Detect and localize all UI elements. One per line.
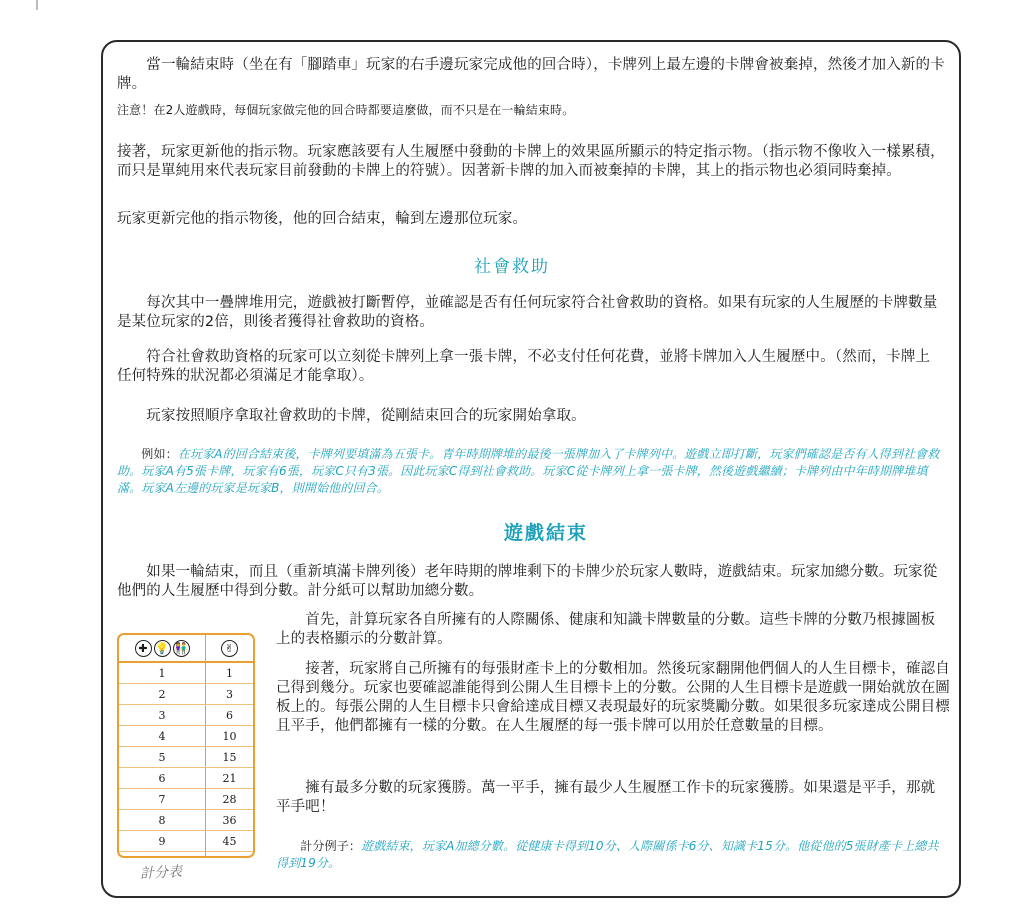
card-count-cell: 5	[119, 747, 206, 767]
card-count-cell: 1	[119, 663, 206, 683]
table-row	[119, 810, 253, 831]
intro-paragraph-1: 當一輪結束時（坐在有「腳踏車」玩家的右手邊玩家完成他的回合時），卡牌列上最左邊的卡牌會被棄掉，然後才加入新的卡牌。	[117, 57, 945, 92]
social-example-text: 在玩家A的回合結束後，卡牌列要填滿為五張卡。青年時期牌堆的最後一張牌加入了卡牌列中。遊戲立即打斷，玩家們確認是否有人得到社會救助。玩家A有5張卡牌，玩家有6張，玩家C只有3張。因此玩家C得到社會救助。玩家C從卡牌列上拿一張卡牌，然後遊戲繼續；卡牌列由中年時期牌堆填滿。玩家A左邊的玩家是玩家B，則開始他的回合。	[117, 447, 940, 495]
social-example	[117, 446, 947, 497]
knowledge-icon: 💡	[155, 641, 169, 655]
score-table-body	[119, 663, 253, 858]
card-count-cell: 8	[119, 810, 206, 830]
points-icon: ✌	[221, 640, 238, 657]
points-cell: 6	[226, 708, 233, 722]
card-count-cell: 4	[119, 726, 206, 746]
card-count-cell: 9	[119, 831, 206, 851]
score-table-header-left	[119, 635, 206, 661]
end-example-label: 計分例子：	[276, 839, 362, 853]
social-paragraph-1: 每次其中一疊牌堆用完，遊戲被打斷暫停，並確認是否有任何玩家符合社會救助的資格。如果有玩家的人生履歷的卡牌數量是某位玩家的2倍，則後者獲得社會救助的資格。	[117, 295, 938, 330]
intro-paragraph-3: 玩家更新完他的指示物後，他的回合結束，輪到左邊那位玩家。	[117, 211, 528, 227]
social-paragraph-3: 玩家按照順序拿取社會救助的卡牌，從剛結束回合的玩家開始拿取。	[117, 408, 586, 424]
section-heading-game-end: 遊戲結束	[503, 522, 588, 544]
card-count-cell: 6	[119, 768, 206, 788]
margin-mark	[36, 0, 38, 10]
relationship-icon: 👫	[174, 641, 188, 655]
card-count-cell: 2	[119, 684, 206, 704]
card-count-cell: 7	[119, 789, 206, 809]
points-cell: 1	[226, 666, 233, 680]
points-cell: 21	[222, 771, 237, 785]
points-cell: 36	[222, 813, 237, 827]
score-table-header-right	[206, 635, 253, 661]
points-cell: 15	[222, 750, 237, 764]
table-row	[119, 747, 253, 768]
table-row	[119, 768, 253, 789]
points-cell: 10	[222, 729, 237, 743]
table-row	[119, 705, 253, 726]
card-count-cell: 3	[119, 705, 206, 725]
table-row	[119, 684, 253, 705]
points-cell: 28	[222, 792, 237, 806]
social-paragraph-2: 符合社會救助資格的玩家可以立刻從卡牌列上拿一張卡牌，不必支付任何花費，並將卡牌加入人生履歷中。（然而，卡牌上任何特殊的狀況都必須滿足才能拿取）。	[117, 349, 931, 384]
end-paragraph-1: 如果一輪結束，而且（重新填滿卡牌列後）老年時期的牌堆剩下的卡牌少於玩家人數時，遊戲結束。玩家加總分數。玩家從他們的人生履歷中得到分數。計分紙可以幫助加總分數。	[117, 564, 938, 599]
table-row	[119, 726, 253, 747]
handwritten-note: 計分表	[139, 863, 183, 883]
social-example-label: 例如：	[117, 447, 178, 461]
table-row	[119, 663, 253, 684]
score-table	[117, 633, 255, 858]
intro-note: 注意！在2人遊戲時，每個玩家做完他的回合時都要這麼做，而不只是在一輪結束時。	[117, 103, 575, 117]
end-paragraph-4: 擁有最多分數的玩家獲勝。萬一平手，擁有最少人生履歷工作卡的玩家獲勝。如果還是平手，那就平手吧！	[276, 780, 936, 815]
health-icon: ✚	[135, 640, 152, 657]
score-table-header	[119, 635, 253, 663]
points-cell: 3	[226, 687, 233, 701]
table-row	[119, 831, 253, 852]
end-example-text: 遊戲結束，玩家A加總分數。從健康卡得到10分、人際關係卡6分、知識卡15分。他從他的5張財產卡上總共得到19分。	[276, 839, 939, 870]
intro-paragraph-2: 接著，玩家更新他的指示物。玩家應該要有人生履歷中發動的卡牌上的效果區所顯示的特定指示物。（指示物不像收入一樣累積，而只是單純用來代表玩家目前發動的卡牌上的符號）。因著新卡牌的加入而被棄掉的卡牌，其上的指示物也必須同時棄掉。	[117, 144, 945, 179]
end-paragraph-2: 首先，計算玩家各自所擁有的人際關係、健康和知識卡牌數量的分數。這些卡牌的分數乃根據圖板上的表格顯示的分數計算。	[276, 612, 936, 647]
end-example	[276, 838, 950, 872]
table-row	[119, 789, 253, 810]
points-cell	[206, 852, 253, 858]
points-cell: 45	[222, 834, 237, 848]
section-heading-social-aid: 社會救助	[474, 257, 550, 277]
card-count-cell	[119, 852, 206, 858]
table-row	[119, 852, 253, 858]
end-paragraph-3: 接著，玩家將自己所擁有的每張財產卡上的分數相加。然後玩家翻開他們個人的人生目標卡，確認自己得到幾分。玩家也要確認誰能得到公開人生目標卡上的分數。公開的人生目標卡是遊戲一開始就放在圖板上的。每張公開的人生目標卡只會給達成目標又表現最好的玩家獎勵分數。如果很多玩家達成公開目標且平手，他們都擁有一樣的分數。在人生履歷的每一張卡牌可以用於任意數量的目標。	[276, 661, 950, 734]
